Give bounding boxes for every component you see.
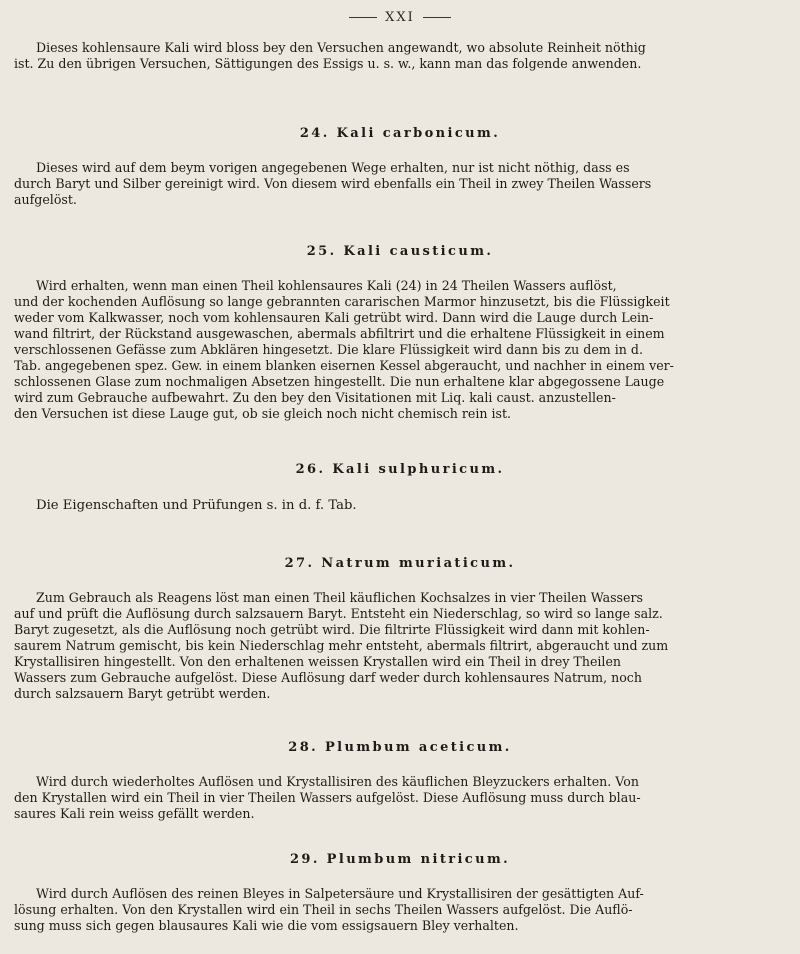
text-line: saurem Natrum gemischt, bis kein Niederschlag mehr entsteht, abermals filtrirt, abgeraucht und zum	[14, 638, 669, 653]
text-line: lösung erhalten. Von den Krystallen wird ein Theil in sechs Theilen Wassers aufgelöst. Die Auflö-	[14, 902, 633, 917]
text-line: saures Kali rein weiss gefällt werden.	[14, 806, 255, 821]
section-heading-29: 29. Plumbum nitricum.	[289, 852, 511, 867]
text-line: ist. Zu den übrigen Versuchen, Sättigungen des Essigs u. s. w., kann man das folgende anwenden.	[14, 56, 642, 71]
text-line: den Krystallen wird ein Theil in vier Theilen Wassers aufgelöst. Diese Auflösung muss durch blau-	[14, 790, 641, 805]
text-line: sung muss sich gegen blausaures Kali wie die vom essigsauern Bley verhalten.	[14, 918, 519, 933]
text-line: wird zum Gebrauche aufbewahrt. Zu den bey den Visitationen mit Liq. kali caust. anzustellen-	[14, 390, 616, 405]
text-line: Wird erhalten, wenn man einen Theil kohlensaures Kali (24) in 24 Theilen Wassers auflöst,	[36, 278, 617, 293]
text-line: Wird durch Auflösen des reinen Bleyes in Salpetersäure und Krystallisiren der gesättigten Auf-	[36, 886, 644, 901]
section-body-24	[14, 160, 782, 208]
text-line: Wird durch wiederholtes Auflösen und Krystallisiren des käuflichen Bleyzuckers erhalten. Von	[36, 774, 639, 789]
section-body-26: Die Eigenschaften und Prüfungen s. in d. f. Tab.	[36, 498, 357, 513]
text-line: wand filtrirt, der Rückstand ausgewaschen, abermals abfiltrirt und die erhaltene Flüssigkeit in einem	[14, 326, 665, 341]
text-line: Baryt zugesetzt, als die Auflösung noch getrübt wird. Die filtrirte Flüssigkeit wird dann mit kohlen-	[14, 622, 650, 637]
text-line: aufgelöst.	[14, 192, 77, 207]
text-line: Krystallisiren hingestellt. Von den erhaltenen weissen Krystallen wird ein Theil in drey Theilen	[14, 654, 622, 669]
text-line: Zum Gebrauch als Reagens löst man einen Theil käuflichen Kochsalzes in vier Theilen Wassers	[36, 590, 643, 605]
page-number: XXI	[0, 10, 800, 25]
section-heading-27: 27. Natrum muriaticum.	[284, 556, 516, 571]
section-heading-25: 25. Kali causticum.	[306, 244, 494, 259]
text-line: schlossenen Glase zum nochmaligen Absetzen hingestellt. Die nun erhaltene klar abgegossene Lauge	[14, 374, 665, 389]
section-body-28	[14, 774, 782, 822]
text-line: Tab. angegebenen spez. Gew. in einem blanken eisernen Kessel abgeraucht, und nachher in einem ver-	[14, 358, 674, 373]
section-body-25	[14, 278, 782, 422]
text-line: weder vom Kalkwasser, noch vom kohlensauren Kali getrübt wird. Dann wird die Lauge durch Lein-	[14, 310, 654, 325]
section-body-27	[14, 590, 782, 702]
section-heading-24: 24. Kali carbonicum.	[299, 126, 501, 141]
text-line: auf und prüft die Auflösung durch salzsauern Baryt. Entsteht ein Niederschlag, so wird so lange salz.	[14, 606, 663, 621]
text-line: und der kochenden Auflösung so lange gebrannten cararischen Marmor hinzusetzt, bis die Flüssigkeit	[14, 294, 670, 309]
text-line: durch salzsauern Baryt getrübt werden.	[14, 686, 271, 701]
section-heading-26: 26. Kali sulphuricum.	[295, 462, 505, 477]
text-line: Wassers zum Gebrauche aufgelöst. Diese Auflösung darf weder durch kohlensaures Natrum, noch	[14, 670, 642, 685]
text-line: den Versuchen ist diese Lauge gut, ob sie gleich noch nicht chemisch rein ist.	[14, 406, 512, 421]
section-body-29	[14, 886, 782, 934]
text-line: Dieses kohlensaure Kali wird bloss bey den Versuchen angewandt, wo absolute Reinheit nöthig	[36, 40, 646, 55]
section-heading-28: 28. Plumbum aceticum.	[288, 740, 512, 755]
text-line: verschlossenen Gefässe zum Abklären hingesetzt. Die klare Flüssigkeit wird dann bis zu dem in d.	[14, 342, 643, 357]
text-line: durch Baryt und Silber gereinigt wird. Von diesem wird ebenfalls ein Theil in zwey Theilen Wassers	[14, 176, 652, 191]
text-line: Dieses wird auf dem beym vorigen angegebenen Wege erhalten, nur ist nicht nöthig, dass es	[36, 160, 630, 175]
intro-paragraph	[14, 40, 782, 72]
